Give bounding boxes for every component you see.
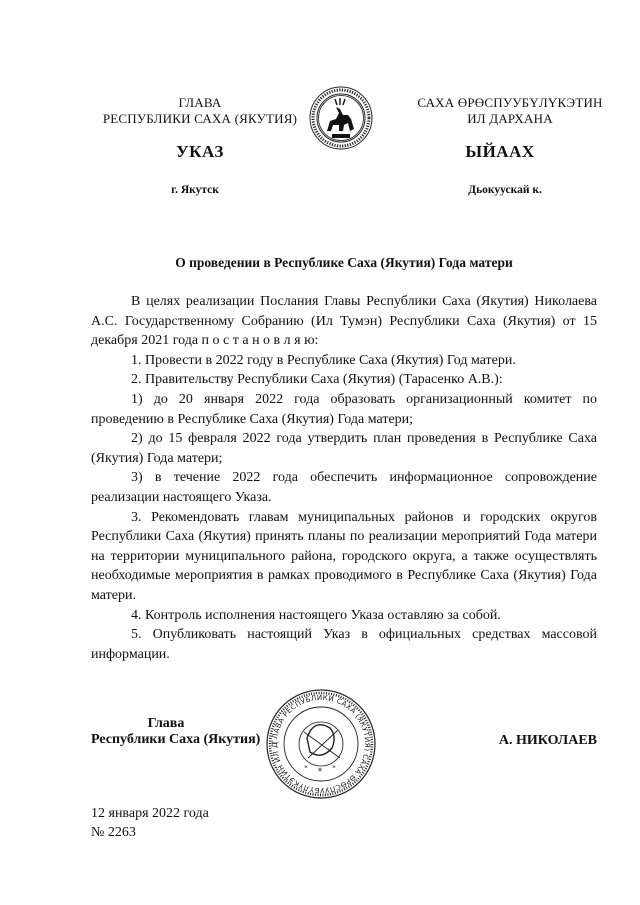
signature-title-line2: Республики Саха (Якутия) <box>91 732 261 747</box>
svg-text:ГЛАВА РЕСПУБЛИКИ САХА (ЯКУТИЯ): ГЛАВА РЕСПУБЛИКИ САХА (ЯКУТИЯ) САХА ӨРӨСПУУБҮЛҮКЭТИН ИЛ Д <box>269 692 373 796</box>
header-left-line2: РЕСПУБЛИКИ САХА (ЯКУТИЯ) <box>102 111 298 126</box>
svg-text:*: * <box>317 767 323 777</box>
signatory-name: А. НИКОЛАЕВ <box>498 733 597 748</box>
paragraph-subitem-3: 3) в течение 2022 года обеспечить информационное сопровождение реализации настоящего Указа. <box>91 470 597 505</box>
paragraph-item-3: 3. Рекомендовать главам муниципальных районов и городских округов Республики Саха (Якутия) принять планы по реализации мероприятий Года матери на территории муниципального района, городского округа, а также осуществлять необходимые мероприятия в рамках проводимого в Республике Саха (Якутия) Года матери. <box>91 509 597 603</box>
svg-text:*: * <box>304 764 308 772</box>
paragraph-subitem-2: 2) до 15 февраля 2022 года утвердить план проведения в Республике Саха (Якутия) Года матери; <box>91 431 597 466</box>
signature-title <box>91 716 271 748</box>
document-title: О проведении в Республике Саха (Якутия) Года матери <box>175 255 513 270</box>
city-right: Дьокуускай к. <box>468 184 542 196</box>
document-footer <box>91 804 391 842</box>
document-date: 12 января 2022 года <box>91 806 209 821</box>
header-right-line2: ИЛ ДАРХАНА <box>467 111 553 126</box>
svg-text:*: * <box>332 764 336 772</box>
official-seal <box>262 688 380 800</box>
paragraph-item-5: 5. Опубликовать настоящий Указ в официальных средствах массовой информации. <box>91 627 597 662</box>
paragraph-item-2: 2. Правительству Республики Саха (Якутия) (Тарасенко А.В.): <box>131 372 503 388</box>
header-left-line1: ГЛАВА <box>178 95 222 110</box>
document-body <box>91 292 597 664</box>
paragraph-subitem-1: 1) до 20 января 2022 года образовать организационный комитет по проведению в Республике Саха (Якутия) Года матери; <box>91 391 597 427</box>
doc-type-right: ЫЙААХ <box>465 142 535 161</box>
document-number: № 2263 <box>91 825 136 840</box>
paragraph-preamble: В целях реализации Послания Главы Республики Саха (Якутия) Николаева А.С. Государственному Собранию (Ил Тумэн) Республики Саха (Якутия) от 15 декабря 2021 года п о с т а н о в л я ю: <box>91 294 597 349</box>
paragraph-item-1: 1. Провести в 2022 году в Республике Саха (Якутия) Год матери. <box>131 352 516 368</box>
header-right-line1: САХА ӨРӨСПУУБҮЛҮКЭТИН <box>417 95 603 110</box>
header-right <box>390 95 630 127</box>
coat-of-arms-emblem <box>306 85 376 151</box>
paragraph-item-4: 4. Контроль исполнения настоящего Указа оставляю за собой. <box>131 607 501 623</box>
signature-title-line1: Глава <box>147 716 185 731</box>
doc-type-left: УКАЗ <box>176 142 224 161</box>
header-left <box>80 95 320 127</box>
city-left: г. Якутск <box>171 184 219 196</box>
